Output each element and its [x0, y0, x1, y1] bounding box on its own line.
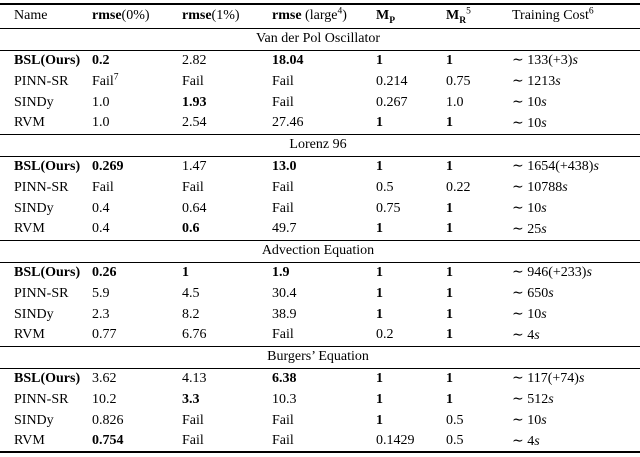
text-run: RVM	[14, 115, 45, 131]
cell-rmse0	[92, 50, 182, 71]
cell-rmse-large	[272, 283, 376, 304]
cell-mr	[446, 368, 512, 389]
text-run: PINN-SR	[14, 179, 69, 195]
table-row	[0, 50, 640, 71]
cell-mr	[446, 92, 512, 113]
cell-rmse0	[92, 92, 182, 113]
section-title-row	[0, 134, 640, 156]
text-run: 30.4	[272, 285, 297, 301]
text-run: 1	[376, 306, 383, 322]
cell-training-cost	[512, 156, 640, 177]
cell-mp	[376, 389, 446, 410]
cell-rmse-large	[272, 368, 376, 389]
text-run: 1	[182, 264, 189, 280]
text-run: 0.5	[446, 433, 464, 448]
text-run: 1	[446, 158, 453, 174]
cell-training-cost	[512, 431, 640, 452]
cell-rmse1	[182, 113, 272, 134]
text-run: ∼ 10788	[512, 180, 563, 195]
cell-name	[0, 113, 92, 134]
cell-training-cost	[512, 262, 640, 283]
cell-rmse-large	[272, 177, 376, 198]
text-run: ∼ 133(+3)	[512, 53, 573, 69]
text-run: 13.0	[272, 158, 297, 174]
text-run: (0%)	[121, 8, 150, 24]
cell-rmse1	[182, 283, 272, 304]
cell-rmse-large	[272, 156, 376, 177]
text-run: Training Cost	[512, 8, 589, 24]
text-run: Fail	[272, 327, 294, 343]
text-run: 0.4	[92, 221, 110, 237]
cell-rmse0	[92, 177, 182, 198]
cell-name	[0, 156, 92, 177]
cell-rmse-large	[272, 198, 376, 219]
cell-mp	[376, 304, 446, 325]
cell-mp	[376, 410, 446, 431]
text-run: 1.93	[182, 94, 207, 110]
cell-mr	[446, 262, 512, 283]
text-run: ∼ 25	[512, 221, 542, 237]
text-run: (1%)	[211, 8, 240, 24]
text-run: 0.5	[446, 412, 464, 428]
cell-mp	[376, 177, 446, 198]
cell-mp	[376, 113, 446, 134]
cell-mp	[376, 283, 446, 304]
text-run: RVM	[14, 221, 45, 237]
text-run: 10.2	[92, 391, 117, 407]
text-run: 5	[466, 6, 471, 17]
text-run: M	[446, 8, 460, 24]
text-run: 2.54	[182, 115, 207, 131]
cell-mr	[446, 198, 512, 219]
table-row	[0, 156, 640, 177]
header-cell-name	[0, 4, 92, 28]
text-run: 6.76	[182, 327, 207, 343]
text-run: ∼ 10	[512, 201, 542, 216]
text-run: 0.4	[92, 200, 110, 216]
text-run: 0.77	[92, 327, 117, 343]
text-run: PINN-SR	[14, 391, 69, 407]
text-run: ∼ 512	[512, 392, 549, 407]
cell-name	[0, 177, 92, 198]
text-run: s	[541, 221, 547, 237]
cell-rmse1	[182, 71, 272, 92]
cell-name	[0, 304, 92, 325]
cell-rmse0	[92, 156, 182, 177]
cell-training-cost	[512, 177, 640, 198]
table-header-row	[0, 4, 640, 28]
cell-rmse0	[92, 71, 182, 92]
text-run: 1	[376, 264, 383, 280]
cell-name	[0, 325, 92, 346]
cell-rmse0	[92, 283, 182, 304]
cell-mr	[446, 177, 512, 198]
text-run: s	[541, 115, 547, 131]
cell-rmse0	[92, 262, 182, 283]
table-row	[0, 262, 640, 283]
cell-rmse0	[92, 389, 182, 410]
text-run: RVM	[14, 433, 45, 448]
section-title: Van der Pol Oscillator	[255, 31, 381, 46]
cell-rmse1	[182, 198, 272, 219]
text-run: 0.1429	[376, 433, 415, 448]
header-cell-training-cost	[512, 4, 640, 28]
text-run: 4	[337, 6, 343, 17]
section-title-row	[0, 346, 640, 368]
cell-rmse1	[182, 325, 272, 346]
cell-mp	[376, 262, 446, 283]
section-title: Lorenz 96	[289, 137, 347, 152]
cell-mr	[446, 71, 512, 92]
text-run: 1	[446, 115, 453, 131]
table-row	[0, 113, 640, 134]
text-run: Fail	[182, 433, 204, 448]
text-run: 1.0	[92, 94, 110, 110]
cell-name	[0, 92, 92, 113]
cell-rmse1	[182, 219, 272, 240]
text-run: Fail	[182, 179, 204, 195]
text-run: 4.5	[182, 285, 200, 301]
text-run: 18.04	[272, 52, 304, 68]
text-run: 0.22	[446, 179, 471, 195]
section-title: Burgers’ Equation	[267, 349, 369, 364]
text-run: 3.62	[92, 370, 117, 386]
cell-rmse0	[92, 198, 182, 219]
text-run: (large	[301, 8, 338, 24]
text-run: Fail	[92, 179, 114, 195]
text-run: 6.38	[272, 370, 297, 386]
section-title-row	[0, 28, 640, 50]
cell-rmse-large	[272, 50, 376, 71]
cell-rmse-large	[272, 219, 376, 240]
cell-name	[0, 262, 92, 283]
cell-rmse-large	[272, 431, 376, 452]
text-run: 5.9	[92, 285, 110, 301]
cell-rmse-large	[272, 262, 376, 283]
cell-rmse1	[182, 177, 272, 198]
table-row	[0, 410, 640, 431]
text-run: rmse	[272, 8, 302, 24]
cell-name	[0, 283, 92, 304]
cell-name	[0, 219, 92, 240]
text-run: Fail	[272, 412, 294, 428]
table-row	[0, 92, 640, 113]
text-run: s	[548, 286, 554, 301]
cell-rmse0	[92, 368, 182, 389]
text-run: 1.0	[446, 94, 464, 110]
text-run: 1	[446, 52, 453, 68]
results-table	[0, 3, 640, 453]
text-run: s	[578, 371, 585, 387]
header-cell-rmse-large	[272, 4, 376, 28]
text-run: ∼ 4	[512, 327, 535, 343]
text-run: Fail	[272, 73, 294, 89]
table-body	[0, 28, 640, 452]
text-run: 1	[376, 285, 383, 301]
text-run: rmse	[92, 8, 122, 24]
cell-mp	[376, 50, 446, 71]
text-run: 0.826	[92, 412, 124, 428]
text-run: 0.75	[446, 73, 471, 89]
text-run: 0.267	[376, 94, 408, 110]
text-run: 1.47	[182, 158, 207, 174]
text-run: ∼ 10	[512, 307, 542, 322]
text-run: )	[342, 8, 347, 24]
text-run: 4.13	[182, 370, 207, 386]
table-row	[0, 219, 640, 240]
cell-mp	[376, 71, 446, 92]
text-run: 1	[446, 221, 453, 237]
cell-name	[0, 410, 92, 431]
cell-rmse-large	[272, 410, 376, 431]
cell-rmse1	[182, 410, 272, 431]
text-run: 1	[446, 264, 453, 280]
cell-training-cost	[512, 50, 640, 71]
text-run: RVM	[14, 327, 45, 343]
table-row	[0, 198, 640, 219]
text-run: BSL(Ours)	[14, 370, 81, 386]
cell-training-cost	[512, 198, 640, 219]
cell-rmse0	[92, 410, 182, 431]
text-run: 0.26	[92, 264, 117, 280]
text-run: 1	[376, 370, 383, 386]
cell-training-cost	[512, 92, 640, 113]
text-run: 8.2	[182, 306, 200, 322]
cell-rmse1	[182, 304, 272, 325]
text-run: 1	[376, 52, 383, 68]
text-run: s	[534, 433, 540, 449]
cell-mp	[376, 431, 446, 452]
text-run: s	[593, 159, 599, 175]
text-run: 0.2	[92, 52, 110, 68]
text-run: s	[572, 53, 578, 69]
text-run: 1	[446, 327, 453, 343]
cell-rmse0	[92, 113, 182, 134]
text-run: s	[541, 201, 547, 216]
text-run: 1.0	[92, 115, 110, 131]
text-run: 2.82	[182, 52, 207, 68]
cell-rmse-large	[272, 389, 376, 410]
text-run: s	[541, 413, 547, 428]
cell-rmse1	[182, 92, 272, 113]
table-row	[0, 177, 640, 198]
text-run: 10.3	[272, 391, 297, 407]
header-cell-rmse0	[92, 4, 182, 28]
text-run: Fail	[272, 179, 294, 195]
text-run: 3.3	[182, 391, 200, 407]
header-cell-mp	[376, 4, 446, 28]
text-run: ∼ 10	[512, 115, 542, 131]
text-run: PINN-SR	[14, 285, 69, 301]
text-run: 1.9	[272, 264, 290, 280]
text-run: ∼ 117(+74)	[512, 371, 579, 387]
cell-rmse-large	[272, 92, 376, 113]
cell-mr	[446, 283, 512, 304]
text-run: ∼ 10	[512, 413, 542, 428]
text-run: SINDy	[14, 94, 54, 110]
text-run: Fail	[92, 73, 114, 89]
text-run: s	[541, 307, 547, 322]
table-header	[0, 4, 640, 28]
header-cell-rmse1	[182, 4, 272, 28]
table-row	[0, 325, 640, 346]
cell-mr	[446, 304, 512, 325]
cell-rmse-large	[272, 113, 376, 134]
cell-training-cost	[512, 410, 640, 431]
text-run: 7	[113, 71, 119, 82]
cell-mr	[446, 219, 512, 240]
cell-name	[0, 71, 92, 92]
table-row	[0, 304, 640, 325]
cell-training-cost	[512, 304, 640, 325]
text-run: 1	[376, 115, 383, 131]
cell-training-cost	[512, 325, 640, 346]
cell-training-cost	[512, 389, 640, 410]
cell-mp	[376, 198, 446, 219]
text-run: ∼ 946(+233)	[512, 265, 587, 281]
text-run: SINDy	[14, 412, 54, 428]
text-run: M	[376, 8, 390, 24]
cell-training-cost	[512, 368, 640, 389]
table-row	[0, 71, 640, 92]
text-run: SINDy	[14, 200, 54, 216]
cell-training-cost	[512, 113, 640, 134]
text-run: 27.46	[272, 115, 304, 131]
cell-training-cost	[512, 219, 640, 240]
cell-mr	[446, 431, 512, 452]
cell-rmse0	[92, 431, 182, 452]
text-run: Fail	[272, 94, 294, 110]
text-run: 0.5	[376, 179, 394, 195]
text-run: s	[586, 265, 592, 281]
text-run: Fail	[182, 73, 204, 89]
cell-rmse1	[182, 368, 272, 389]
text-run: 0.269	[92, 158, 124, 174]
cell-rmse-large	[272, 304, 376, 325]
text-run: s	[541, 95, 547, 110]
text-run: 1	[446, 306, 453, 322]
text-run: P	[389, 16, 396, 27]
text-run: 1	[446, 285, 453, 301]
cell-mr	[446, 156, 512, 177]
cell-mp	[376, 368, 446, 389]
text-run: 0.214	[376, 73, 408, 89]
text-run: ∼ 1654(+438)	[512, 159, 594, 175]
cell-name	[0, 389, 92, 410]
text-run: 1	[446, 200, 453, 216]
cell-training-cost	[512, 71, 640, 92]
text-run: rmse	[182, 8, 212, 24]
text-run: 1	[376, 412, 383, 428]
cell-name	[0, 368, 92, 389]
cell-rmse0	[92, 219, 182, 240]
cell-rmse1	[182, 431, 272, 452]
cell-rmse1	[182, 389, 272, 410]
text-run: 0.64	[182, 200, 207, 216]
text-run: s	[548, 392, 554, 407]
cell-rmse1	[182, 156, 272, 177]
section-title-row	[0, 240, 640, 262]
cell-mp	[376, 219, 446, 240]
text-run: Fail	[272, 433, 294, 448]
table-row	[0, 389, 640, 410]
text-run: 2.3	[92, 306, 110, 322]
cell-rmse1	[182, 50, 272, 71]
cell-mp	[376, 92, 446, 113]
cell-mp	[376, 156, 446, 177]
text-run: Fail	[182, 412, 204, 428]
cell-name	[0, 431, 92, 452]
cell-rmse0	[92, 325, 182, 346]
cell-name	[0, 198, 92, 219]
section-title: Advection Equation	[261, 243, 375, 258]
text-run: PINN-SR	[14, 73, 69, 89]
cell-rmse1	[182, 262, 272, 283]
text-run: ∼ 10	[512, 95, 542, 110]
text-run: 1	[376, 221, 383, 237]
cell-mr	[446, 325, 512, 346]
text-run: Fail	[272, 200, 294, 216]
text-run: SINDy	[14, 306, 54, 322]
text-run: ∼ 1213	[512, 74, 556, 89]
text-run: s	[562, 180, 568, 195]
text-run: 1	[446, 370, 453, 386]
header-cell-mr	[446, 4, 512, 28]
text-run: ∼ 650	[512, 286, 549, 301]
text-run: BSL(Ours)	[14, 52, 81, 68]
table-row	[0, 368, 640, 389]
cell-training-cost	[512, 283, 640, 304]
cell-mr	[446, 410, 512, 431]
cell-name	[0, 50, 92, 71]
text-run: 0.6	[182, 221, 200, 237]
cell-rmse-large	[272, 71, 376, 92]
cell-mr	[446, 113, 512, 134]
text-run: 1	[376, 158, 383, 174]
text-run: 0.75	[376, 200, 401, 216]
cell-mp	[376, 325, 446, 346]
text-run: BSL(Ours)	[14, 264, 81, 280]
text-run: ∼ 4	[512, 433, 535, 449]
cell-mr	[446, 50, 512, 71]
cell-rmse0	[92, 304, 182, 325]
text-run: 1	[446, 391, 453, 407]
text-run: s	[555, 74, 561, 89]
text-run: 6	[588, 6, 594, 17]
text-run: Name	[14, 8, 48, 24]
cell-rmse-large	[272, 325, 376, 346]
cell-mr	[446, 389, 512, 410]
text-run: 0.2	[376, 327, 394, 343]
text-run: BSL(Ours)	[14, 158, 81, 174]
table-row	[0, 431, 640, 452]
text-run: 0.754	[92, 433, 124, 448]
text-run: 49.7	[272, 221, 297, 237]
table-row	[0, 283, 640, 304]
text-run: s	[534, 327, 540, 343]
text-run: R	[459, 16, 467, 27]
text-run: 1	[376, 391, 383, 407]
text-run: 38.9	[272, 306, 297, 322]
